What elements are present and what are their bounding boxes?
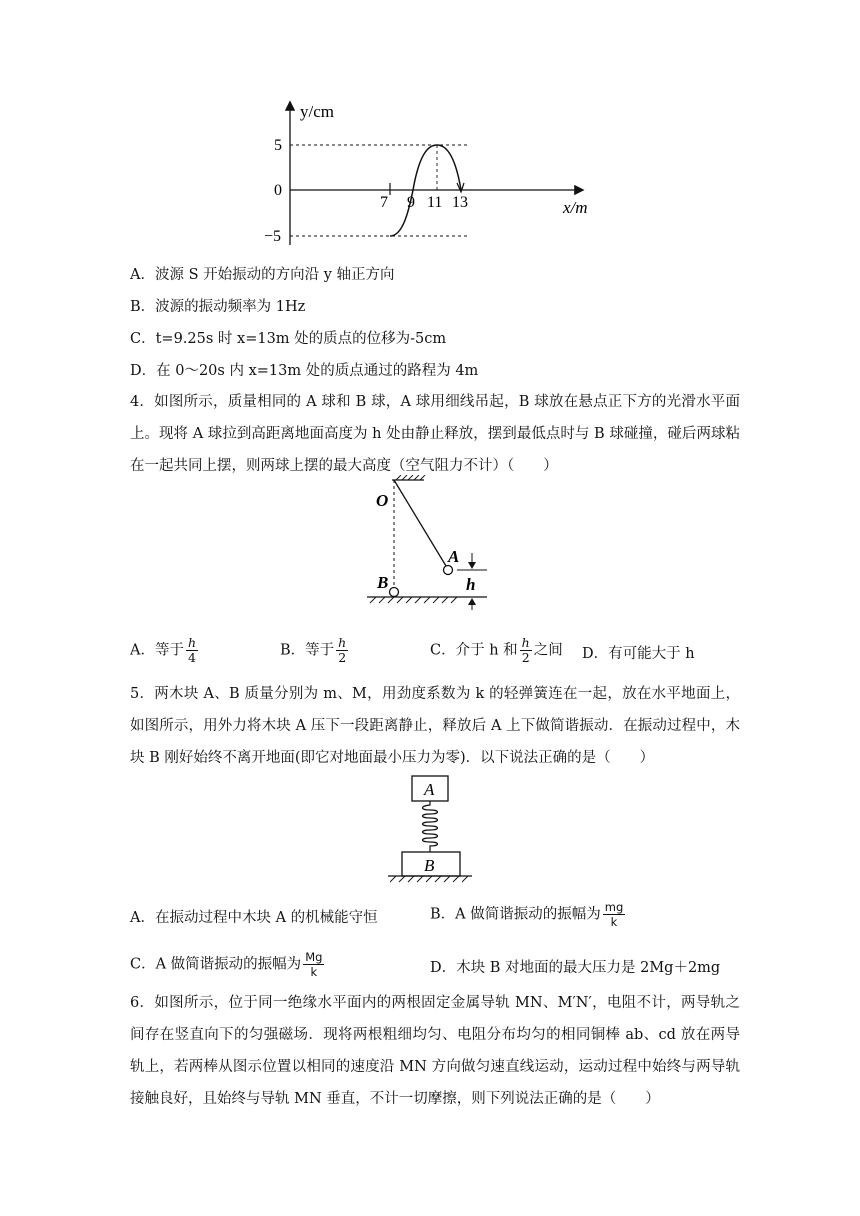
x-tick-7: 7 [380, 194, 388, 211]
y-axis-label: y/cm [300, 102, 334, 121]
pendulum-figure [362, 475, 502, 610]
x-tick-9: 9 [407, 194, 415, 211]
label-o: O [376, 491, 389, 510]
x-axis-label: x/m [563, 198, 588, 217]
q5-option-b: B．A 做简谐振动的振幅为 $\frac{mg}{k}$ [430, 900, 624, 929]
q5-stem: 5．两木块 A、B 质量分别为 m、M，用劲度系数为 k 的轻弹簧连在一起，放在水平地面上，如图所示，用外力将木块 A 压下一段距离静止，释放后 A 上下做简谐振动．在振动过程中，木块 B 刚好始终不离开地面(即它对地面最小压力为零)．以下说法正确的是（ ） [130, 686, 740, 766]
block-b-label: B [424, 856, 435, 875]
q3-option-c: C．t=9.25s 时 x=13m 处的质点的位移为-5cm [130, 331, 447, 347]
ball-a [444, 566, 453, 575]
q6-stem: 6．如图所示，位于同一绝缘水平面内的两根固定金属导轨 MN、M′N′，电阻不计，两导轨之间存在竖直向下的匀强磁场．现将两根粗细均匀、电阻分布均匀的相同铜棒 ab、cd 放在两导轨上，若两棒从图示位置以相同的速度沿 MN 方向做匀速直线运动，运动过程中始终与两导轨接触良好，且始终与导轨 MN 垂直，不计一切摩擦，则下列说法正确的是（ ） [130, 995, 740, 1107]
label-b: B [377, 573, 389, 592]
block-a-label: A [424, 780, 435, 799]
q3-option-d: D．在 0～20s 内 x=13m 处的质点通过的路程为 4m [130, 363, 479, 379]
spring [423, 801, 438, 852]
q5-option-a: A．在振动过程中木块 A 的机械能守恒 [130, 910, 378, 926]
q4-option-d: D．有可能大于 h [582, 646, 695, 662]
q4-stem: 4．如图所示，质量相同的 A 球和 B 球，A 球用细线吊起，B 球放在悬点正下方的光滑水平面上。现将 A 球拉到高距离地面高度为 h 处由静止释放，摆到最低点时与 B 球碰撞，碰后两球粘在一起共同上摆，则两球上摆的最大高度（空气阻力不计）（ ） [130, 394, 740, 474]
q3-option-b: B．波源的振动频率为 1Hz [130, 299, 306, 315]
x-tick-13: 13 [452, 194, 468, 211]
pendulum-string [394, 480, 446, 566]
label-a: A [448, 547, 460, 566]
ball-b [390, 588, 399, 597]
q5-option-c: C．A 做简谐振动的振幅为 $\frac{Mg}{k}$ [130, 950, 323, 979]
spring-blocks-figure [384, 773, 476, 888]
label-h: h [466, 575, 476, 594]
q4-option-b: B．等于 $\frac{h}{2}$ [280, 635, 347, 665]
q5-option-d: D．木块 B 对地面的最大压力是 2Mg＋2mg [430, 960, 721, 976]
y-tick-5: 5 [274, 137, 282, 154]
x-tick-11: 11 [427, 194, 443, 211]
q4-option-a: A．等于 $\frac{h}{4}$ [130, 635, 197, 665]
q4-option-c: C．介于 h 和 $\frac{h}{2}$ 之间 [430, 635, 563, 665]
wave-graph [260, 95, 610, 255]
y-tick-0: 0 [274, 182, 282, 199]
q3-option-a: A．波源 S 开始振动的方向沿 y 轴正方向 [130, 267, 395, 283]
y-tick-neg5: −5 [264, 228, 282, 245]
